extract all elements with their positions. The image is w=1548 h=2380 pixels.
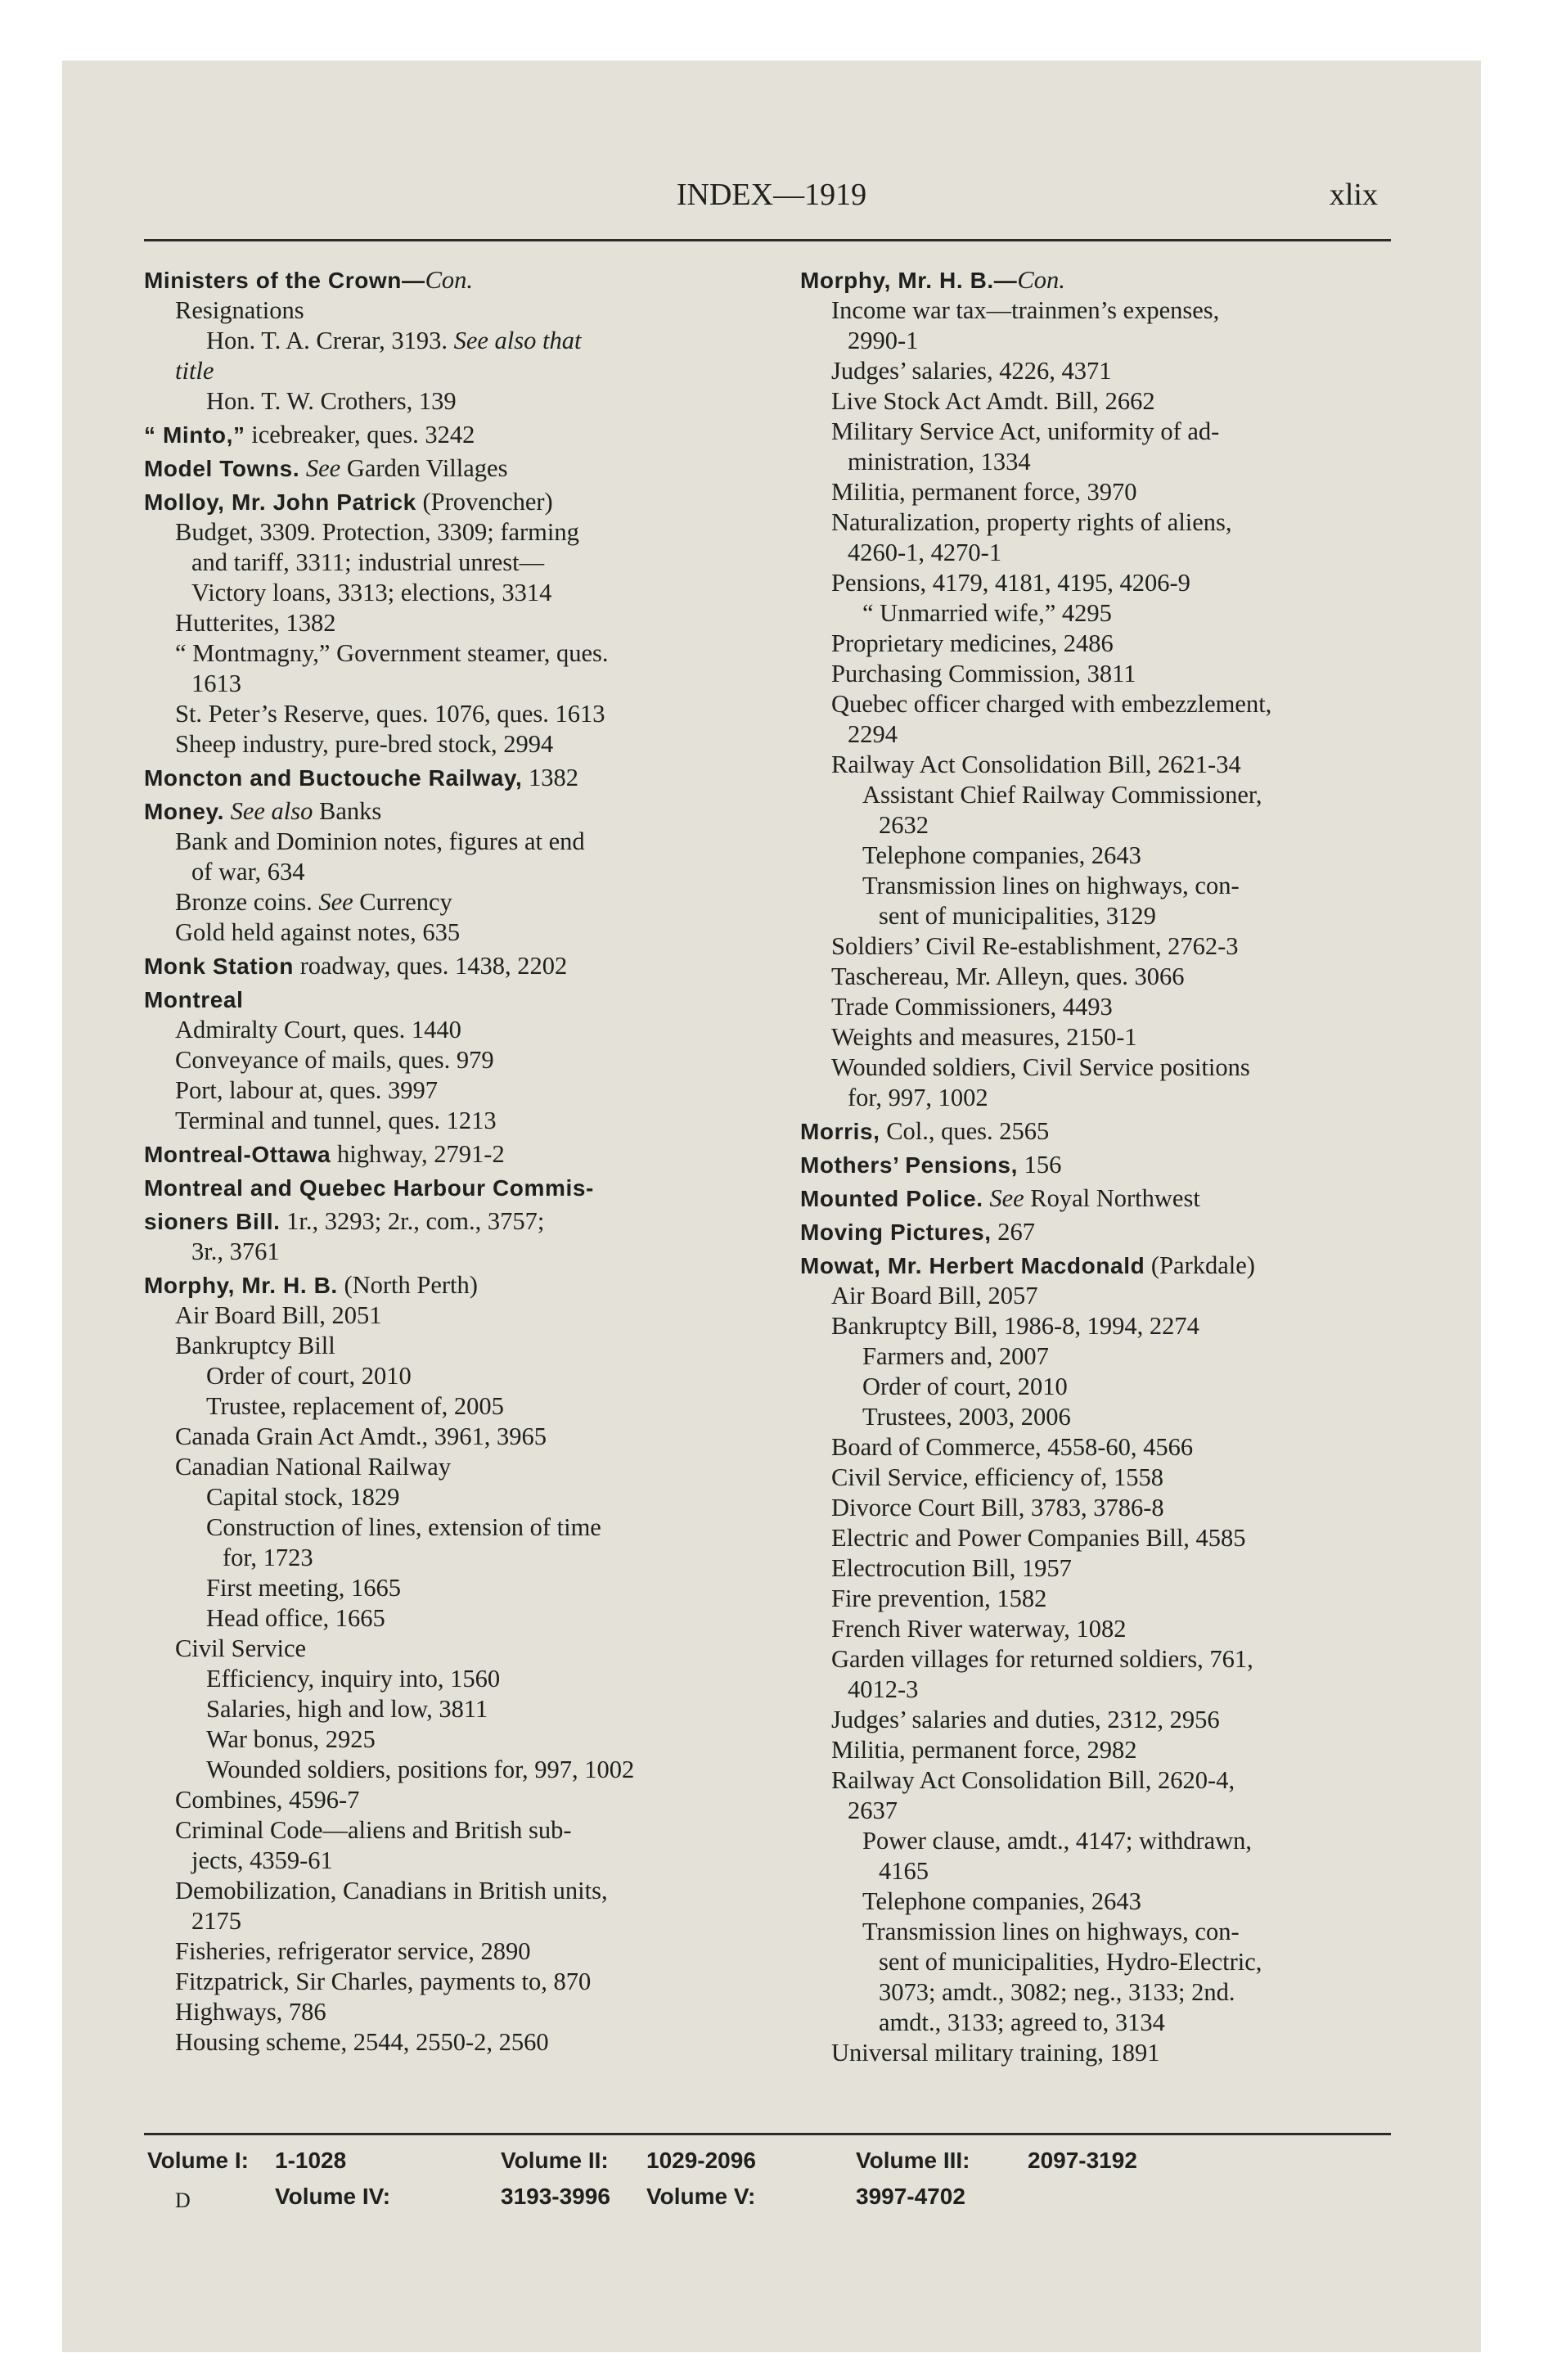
index-entry (800, 810, 1406, 841)
see-reference: See also (230, 797, 313, 825)
heading-term: Moving Pictures, (800, 1219, 992, 1245)
heading-detail: Col., ques. 2565 (880, 1117, 1050, 1145)
entry-text: Transmission lines on highways, con- (862, 1918, 1240, 1945)
index-entry (144, 669, 790, 699)
entry-text: Bank and Dominion notes, figures at end (175, 827, 585, 855)
footer-rule (144, 2133, 1391, 2135)
index-entry (144, 1106, 790, 1136)
index-entry (800, 477, 1406, 507)
entry-text: Live Stock Act Amdt. Bill, 2662 (831, 387, 1155, 415)
index-entry (800, 1977, 1406, 2008)
entry-text: Victory loans, 3313; elections, 3314 (191, 579, 552, 606)
heading-detail: 156 (1017, 1151, 1062, 1179)
index-entry (800, 629, 1406, 659)
entry-text: Trade Commissioners, 4493 (831, 993, 1113, 1021)
index-entry (144, 1876, 790, 1906)
entry-text: Canada Grain Act Amdt., 3961, 3965 (175, 1422, 547, 1450)
entry-text: title (175, 357, 214, 385)
heading-term: Morphy, Mr. H. B. (144, 1273, 338, 1298)
index-entry (800, 1083, 1406, 1113)
entry-text: Head office, 1665 (206, 1604, 385, 1632)
entry-text: Combines, 4596-7 (175, 1786, 360, 1814)
index-entry (800, 871, 1406, 901)
entry-text: Garden villages for returned soldiers, 761, (831, 1645, 1253, 1673)
volume-3-range: 2097-3192 (1028, 2148, 1137, 2173)
entry-text: Judges’ salaries, 4226, 4371 (831, 357, 1112, 385)
entry-text: Port, labour at, ques. 3997 (175, 1076, 439, 1104)
heading-detail: 1382 (522, 764, 579, 791)
index-entry (800, 1947, 1406, 1977)
index-entry (800, 1463, 1406, 1493)
entry-text: Efficiency, inquiry into, 1560 (206, 1665, 501, 1693)
index-entry (144, 827, 790, 857)
entry-text: Telephone companies, 2643 (862, 841, 1141, 869)
entry-text: ministration, 1334 (848, 448, 1031, 476)
index-entry (144, 1075, 790, 1106)
index-entry (144, 1967, 790, 1997)
index-entry (144, 1452, 790, 1482)
entry-text: Universal military training, 1891 (831, 2039, 1160, 2067)
heading-detail: highway, 2791-2 (331, 1140, 505, 1168)
heading-detail: (North Perth) (337, 1271, 478, 1299)
index-entry (144, 1331, 790, 1361)
heading-term: Model Towns. (144, 456, 300, 481)
entry-text: Fisheries, refrigerator service, 2890 (175, 1937, 531, 1965)
entry-text: Farmers and, 2007 (862, 1342, 1049, 1370)
entry-text: Income war tax—trainmen’s expenses, (831, 296, 1220, 324)
entry-text: Bronze coins. (175, 888, 319, 916)
index-entry (144, 2027, 790, 2058)
volume-4-range: 3193-3996 (501, 2184, 610, 2209)
page-title: INDEX—1919 (676, 178, 867, 212)
entry-text: Electrocution Bill, 1957 (831, 1554, 1072, 1582)
index-entry (144, 1997, 790, 2027)
index-entry (800, 1917, 1406, 1947)
heading-detail (224, 797, 231, 825)
entry-text: 2175 (191, 1907, 241, 1935)
entry-text: Bankruptcy Bill, 1986-8, 1994, 2274 (831, 1312, 1199, 1340)
heading-detail: (Parkdale) (1145, 1251, 1255, 1279)
heading-detail: Garden Villages (340, 454, 508, 482)
see-reference: See (305, 454, 341, 482)
heading-term: Mounted Police. (800, 1186, 983, 1211)
heading-detail (299, 454, 306, 482)
index-entry (144, 1664, 790, 1694)
entry-text: Admiralty Court, ques. 1440 (175, 1016, 461, 1044)
volume-4-label: Volume IV: (275, 2184, 391, 2209)
entry-text: Salaries, high and low, 3811 (206, 1695, 488, 1723)
heading-term: Montreal-Ottawa (144, 1142, 331, 1167)
index-heading (800, 1116, 1406, 1147)
entry-text: Air Board Bill, 2057 (831, 1282, 1038, 1309)
index-entry (800, 1553, 1406, 1584)
entry-text: Canadian National Railway (175, 1453, 452, 1481)
volume-2-label: Volume II: (501, 2148, 609, 2173)
entry-text: jects, 4359-61 (191, 1846, 333, 1874)
entry-text: Sheep industry, pure-bred stock, 2994 (175, 730, 554, 758)
entry-text: sent of municipalities, 3129 (879, 902, 1156, 930)
index-entry (800, 1614, 1406, 1644)
entry-text: First meeting, 1665 (206, 1574, 402, 1602)
index-entry (144, 356, 790, 386)
index-entry (144, 608, 790, 638)
index-entry (800, 901, 1406, 931)
see-reference: See (989, 1184, 1024, 1212)
index-entry (144, 638, 790, 669)
index-entry (800, 1493, 1406, 1523)
index-entry (144, 326, 790, 356)
right-index-column (800, 262, 1406, 2068)
heading-term: “ Minto,” (144, 422, 245, 448)
index-entry (144, 1906, 790, 1936)
index-entry (800, 1675, 1406, 1705)
index-entry (144, 1015, 790, 1045)
entry-text: for, 997, 1002 (848, 1084, 988, 1111)
entry-text: Wounded soldiers, positions for, 997, 1002 (206, 1756, 635, 1783)
entry-text: “ Unmarried wife,” 4295 (862, 599, 1112, 627)
index-entry (144, 729, 790, 760)
heading-term: Molloy, Mr. John Patrick (144, 489, 416, 515)
entry-text: Highways, 786 (175, 1998, 326, 2026)
index-heading (144, 1206, 790, 1237)
index-entry (800, 719, 1406, 750)
index-heading (800, 1217, 1406, 1247)
index-entry (800, 447, 1406, 477)
index-entry (800, 1584, 1406, 1614)
entry-text: Quebec officer charged with embezzlement, (831, 690, 1272, 718)
index-heading (800, 265, 1406, 295)
index-entry (800, 1341, 1406, 1372)
entry-text: Construction of lines, extension of time (206, 1513, 601, 1541)
index-entry (144, 1634, 790, 1664)
heading-term: Mowat, Mr. Herbert Macdonald (800, 1253, 1145, 1278)
index-heading (144, 420, 790, 450)
volume-key-footer (144, 2143, 1391, 2224)
entry-text: of war, 634 (191, 858, 305, 886)
page-header (62, 177, 1481, 223)
entry-text: Power clause, amdt., 4147; withdrawn, (862, 1827, 1253, 1855)
index-entry (800, 507, 1406, 538)
index-entry (144, 1422, 790, 1452)
index-entry (800, 1796, 1406, 1826)
entry-text: Air Board Bill, 2051 (175, 1301, 382, 1329)
volume-5-range: 3997-4702 (856, 2184, 965, 2209)
heading-detail: 1r., 3293; 2r., com., 3757; (280, 1207, 545, 1235)
entry-text: Fire prevention, 1582 (831, 1584, 1047, 1612)
entry-text: 2990-1 (848, 327, 919, 354)
index-heading (800, 1251, 1406, 1281)
entry-text: Order of court, 2010 (206, 1362, 412, 1390)
heading-detail: roadway, ques. 1438, 2202 (293, 952, 568, 980)
heading-detail: (Provencher) (416, 488, 553, 516)
header-rule (144, 239, 1391, 241)
index-heading (144, 1139, 790, 1170)
entry-text: Capital stock, 1829 (206, 1483, 400, 1511)
entry-text: 4012-3 (848, 1675, 919, 1703)
index-entry (144, 1543, 790, 1573)
index-heading (144, 1270, 790, 1300)
heading-term: Morphy, Mr. H. B.— (800, 268, 1018, 293)
heading-term: Monk Station (144, 953, 294, 979)
index-entry (144, 699, 790, 729)
entry-text: Wounded soldiers, Civil Service positions (831, 1053, 1250, 1081)
index-entry (800, 1311, 1406, 1341)
heading-term: Ministers of the Crown— (144, 268, 425, 293)
entry-text: for, 1723 (223, 1544, 313, 1571)
index-entry (800, 1765, 1406, 1796)
entry-text: 3073; amdt., 3082; neg., 3133; 2nd. (879, 1978, 1235, 2006)
entry-text: Judges’ salaries and duties, 2312, 2956 (831, 1706, 1220, 1733)
index-heading (800, 1150, 1406, 1180)
index-entry (800, 841, 1406, 871)
index-heading (144, 453, 790, 484)
index-entry (144, 1573, 790, 1603)
volume-1-range: 1-1028 (275, 2148, 347, 2173)
entry-text: Soldiers’ Civil Re-establishment, 2762-3 (831, 932, 1239, 960)
entry-text: Trustee, replacement of, 2005 (206, 1392, 504, 1420)
index-entry (800, 1856, 1406, 1886)
index-entry (800, 689, 1406, 719)
page-number: xlix (1329, 178, 1378, 212)
signature-mark: D (175, 2188, 191, 2212)
entry-text: Telephone companies, 2643 (862, 1887, 1141, 1915)
index-entry (144, 1300, 790, 1331)
index-heading (144, 763, 790, 793)
entry-text: Railway Act Consolidation Bill, 2620-4, (831, 1766, 1235, 1794)
entry-text: Proprietary medicines, 2486 (831, 629, 1114, 657)
heading-detail: icebreaker, ques. 3242 (245, 421, 475, 449)
index-page (62, 61, 1481, 2352)
entry-text: Fitzpatrick, Sir Charles, payments to, 870 (175, 1968, 592, 1995)
index-heading (144, 265, 790, 295)
index-entry (144, 1361, 790, 1391)
volume-5-label: Volume V: (646, 2184, 756, 2209)
index-entry (800, 417, 1406, 447)
index-entry (144, 517, 790, 548)
entry-text: 4260-1, 4270-1 (848, 539, 1002, 566)
entry-text: Resignations (175, 296, 304, 324)
entry-text: Transmission lines on highways, con- (862, 872, 1240, 899)
index-heading (144, 985, 790, 1015)
entry-text: sent of municipalities, Hydro-Electric, (879, 1948, 1262, 1976)
entry-text: Naturalization, property rights of aliens, (831, 508, 1232, 536)
see-reference: Con. (425, 266, 474, 294)
index-entry (800, 1022, 1406, 1053)
index-entry (800, 659, 1406, 689)
index-entry (800, 295, 1406, 326)
heading-term: Montreal and Quebec Harbour Commis- (144, 1175, 594, 1201)
entry-text: Civil Service, efficiency of, 1558 (831, 1463, 1163, 1491)
index-entry (144, 1237, 790, 1267)
left-index-column (144, 262, 790, 2058)
index-entry (800, 1735, 1406, 1765)
index-entry (144, 1846, 790, 1876)
index-entry (800, 326, 1406, 356)
index-entry (800, 1432, 1406, 1463)
index-heading (800, 1183, 1406, 1214)
volume-2-range: 1029-2096 (646, 2148, 756, 2173)
entry-text: Currency (353, 888, 452, 916)
entry-text: Bankruptcy Bill (175, 1332, 335, 1359)
entry-text: Weights and measures, 2150-1 (831, 1023, 1137, 1051)
entry-text: and tariff, 3311; industrial unrest— (191, 548, 545, 576)
index-entry (800, 780, 1406, 810)
entry-text: Electric and Power Companies Bill, 4585 (831, 1524, 1246, 1552)
index-entry (800, 1372, 1406, 1402)
entry-text: 4165 (879, 1857, 929, 1885)
volume-3-label: Volume III: (856, 2148, 970, 2173)
heading-term: Morris, (800, 1119, 880, 1144)
entry-text: Hutterites, 1382 (175, 609, 336, 637)
index-entry (800, 1281, 1406, 1311)
heading-term: Money. (144, 799, 224, 824)
index-entry (144, 578, 790, 608)
heading-detail: Royal Northwest (1024, 1184, 1200, 1212)
index-entry (144, 1755, 790, 1785)
index-entry (800, 2008, 1406, 2038)
entry-text: 2632 (879, 811, 929, 839)
index-entry (800, 1523, 1406, 1553)
index-entry (144, 1724, 790, 1755)
volume-1-label: Volume I: (147, 2148, 249, 2173)
index-entry (800, 931, 1406, 962)
heading-detail: Banks (313, 797, 382, 825)
entry-text: Taschereau, Mr. Alleyn, ques. 3066 (831, 962, 1185, 990)
index-entry (144, 887, 790, 917)
index-entry (800, 750, 1406, 780)
entry-text: Purchasing Commission, 3811 (831, 660, 1136, 687)
index-entry (144, 1936, 790, 1967)
index-entry (144, 1045, 790, 1075)
entry-text: 2294 (848, 720, 898, 748)
index-entry (144, 1815, 790, 1846)
index-heading (144, 951, 790, 981)
entry-text: St. Peter’s Reserve, ques. 1076, ques. 1613 (175, 700, 605, 728)
index-entry (144, 1603, 790, 1634)
entry-text: Housing scheme, 2544, 2550-2, 2560 (175, 2028, 549, 2056)
entry-text: Militia, permanent force, 2982 (831, 1736, 1137, 1764)
entry-text: Terminal and tunnel, ques. 1213 (175, 1107, 497, 1134)
entry-text: Assistant Chief Railway Commissioner, (862, 781, 1262, 809)
see-reference: Con. (1017, 266, 1065, 294)
index-heading (144, 1173, 790, 1203)
entry-text: Civil Service (175, 1634, 307, 1662)
index-heading (144, 796, 790, 827)
entry-text: 1613 (191, 669, 241, 697)
entry-text: Pensions, 4179, 4181, 4195, 4206-9 (831, 569, 1190, 597)
index-entry (144, 1785, 790, 1815)
index-entry (800, 1705, 1406, 1735)
index-entry (144, 857, 790, 887)
index-entry (800, 598, 1406, 629)
entry-text: Militia, permanent force, 3970 (831, 478, 1137, 506)
index-entry (800, 1886, 1406, 1917)
index-entry (800, 1644, 1406, 1675)
entry-text: Railway Act Consolidation Bill, 2621-34 (831, 751, 1241, 778)
entry-text: French River waterway, 1082 (831, 1615, 1127, 1643)
index-entry (144, 1482, 790, 1512)
entry-text: 3r., 3761 (191, 1237, 280, 1265)
entry-text: 2637 (848, 1796, 898, 1824)
entry-text: War bonus, 2925 (206, 1725, 376, 1753)
entry-text: Hon. T. A. Crerar, 3193. (206, 327, 454, 354)
heading-term: Moncton and Buctouche Railway, (144, 765, 523, 791)
index-entry (800, 2038, 1406, 2068)
index-heading (144, 487, 790, 517)
index-entry (800, 1826, 1406, 1856)
heading-term: sioners Bill. (144, 1209, 281, 1234)
index-entry (144, 548, 790, 578)
index-entry (144, 295, 790, 326)
entry-text: amdt., 3133; agreed to, 3134 (879, 2008, 1165, 2036)
index-entry (800, 568, 1406, 598)
entry-text: Order of court, 2010 (862, 1373, 1068, 1400)
entry-text: Military Service Act, uniformity of ad- (831, 417, 1220, 445)
heading-term: Mothers’ Pensions, (800, 1152, 1018, 1178)
entry-text: Demobilization, Canadians in British units, (175, 1877, 608, 1904)
entry-text: Divorce Court Bill, 3783, 3786-8 (831, 1494, 1164, 1521)
entry-text: Criminal Code—aliens and British sub- (175, 1816, 572, 1844)
entry-text: Board of Commerce, 4558-60, 4566 (831, 1433, 1194, 1461)
see-reference: See (318, 888, 353, 916)
index-entry (144, 917, 790, 948)
index-entry (800, 386, 1406, 417)
entry-text: Gold held against notes, 635 (175, 918, 461, 946)
index-entry (144, 1512, 790, 1543)
index-entry (144, 1391, 790, 1422)
entry-text: Budget, 3309. Protection, 3309; farming (175, 518, 579, 546)
index-entry (800, 962, 1406, 992)
heading-detail: 267 (991, 1218, 1036, 1246)
index-entry (800, 992, 1406, 1022)
index-entry (800, 1053, 1406, 1083)
index-entry (800, 538, 1406, 568)
index-entry (144, 386, 790, 417)
entry-text: Hon. T. W. Crothers, 139 (206, 387, 457, 415)
index-entry (800, 356, 1406, 386)
index-entry (800, 1402, 1406, 1432)
see-reference: See also that (453, 327, 582, 354)
entry-text: “ Montmagny,” Government steamer, ques. (175, 639, 609, 667)
index-entry (144, 1694, 790, 1724)
heading-term: Montreal (144, 987, 244, 1012)
entry-text: Trustees, 2003, 2006 (862, 1403, 1071, 1431)
entry-text: Conveyance of mails, ques. 979 (175, 1046, 494, 1074)
